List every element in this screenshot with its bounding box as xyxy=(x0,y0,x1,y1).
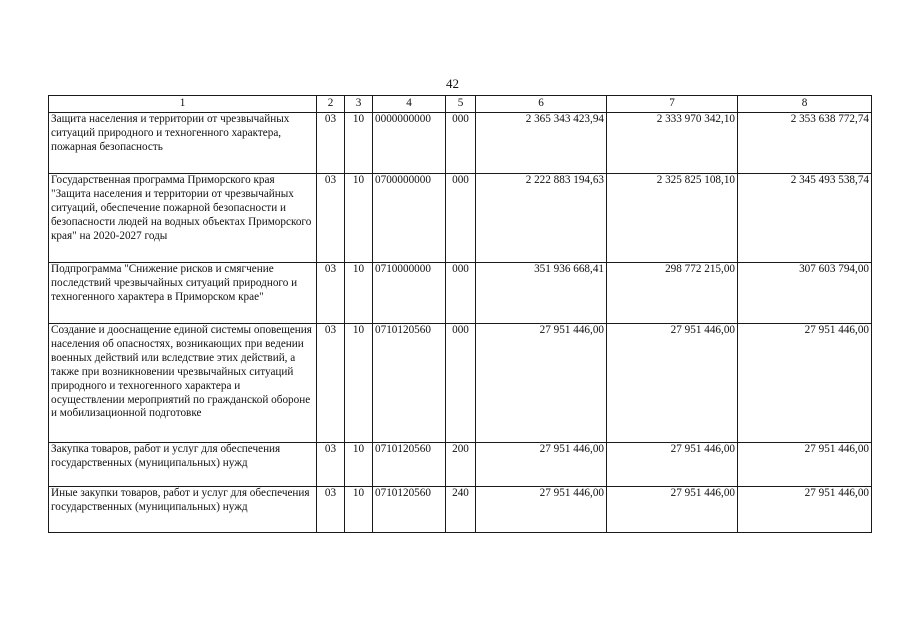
row-section: 03 xyxy=(317,174,345,263)
row-target-article: 0700000000 xyxy=(373,174,446,263)
table-row xyxy=(49,174,872,263)
row-amount-year-1: 27 951 446,00 xyxy=(476,487,607,533)
table-row xyxy=(49,487,872,533)
table-row xyxy=(49,324,872,443)
header-cell-7: 7 xyxy=(607,96,738,113)
row-amount-year-2: 27 951 446,00 xyxy=(607,443,738,487)
row-subsection: 10 xyxy=(345,263,373,324)
row-amount-year-2: 27 951 446,00 xyxy=(607,324,738,443)
header-cell-8: 8 xyxy=(738,96,872,113)
page-number: 42 xyxy=(446,76,459,91)
row-amount-year-3: 307 603 794,00 xyxy=(738,263,872,324)
row-amount-year-3: 27 951 446,00 xyxy=(738,487,872,533)
row-section: 03 xyxy=(317,263,345,324)
row-name: Создание и дооснащение единой системы оповещения населения об опасностях, возникающих при ведении военных действий или вследствие этих действий, а также при возникновении чрезвычайных ситуаций природного и техногенного характера и осуществлении мероприятий по гражданской обороне и мобилизационной подготовке xyxy=(49,324,317,443)
table-row xyxy=(49,263,872,324)
row-section: 03 xyxy=(317,113,345,174)
budget-table xyxy=(48,95,872,533)
row-name: Государственная программа Приморского края "Защита населения и территории от чрезвычайных ситуаций, обеспечение пожарной безопасности и безопасности людей на водных объектах Приморского края" на 2020-2027 годы xyxy=(49,174,317,263)
row-amount-year-3: 2 345 493 538,74 xyxy=(738,174,872,263)
row-name: Иные закупки товаров, работ и услуг для обеспечения государственных (муниципальных) нужд xyxy=(49,487,317,533)
row-subsection: 10 xyxy=(345,113,373,174)
row-target-article: 0710120560 xyxy=(373,443,446,487)
row-section: 03 xyxy=(317,324,345,443)
row-amount-year-1: 2 222 883 194,63 xyxy=(476,174,607,263)
table-row xyxy=(49,113,872,174)
row-subsection: 10 xyxy=(345,487,373,533)
header-cell-3: 3 xyxy=(345,96,373,113)
row-expense-type: 000 xyxy=(446,263,476,324)
row-target-article: 0000000000 xyxy=(373,113,446,174)
row-amount-year-1: 351 936 668,41 xyxy=(476,263,607,324)
row-name: Закупка товаров, работ и услуг для обеспечения государственных (муниципальных) нужд xyxy=(49,443,317,487)
row-amount-year-2: 2 333 970 342,10 xyxy=(607,113,738,174)
row-expense-type: 000 xyxy=(446,174,476,263)
row-subsection: 10 xyxy=(345,324,373,443)
row-amount-year-1: 2 365 343 423,94 xyxy=(476,113,607,174)
row-amount-year-2: 298 772 215,00 xyxy=(607,263,738,324)
header-cell-1: 1 xyxy=(49,96,317,113)
row-expense-type: 240 xyxy=(446,487,476,533)
row-section: 03 xyxy=(317,487,345,533)
table-row xyxy=(49,443,872,487)
row-name: Защита населения и территории от чрезвычайных ситуаций природного и техногенного характера, пожарная безопасность xyxy=(49,113,317,174)
row-amount-year-1: 27 951 446,00 xyxy=(476,324,607,443)
row-target-article: 0710120560 xyxy=(373,487,446,533)
header-cell-5: 5 xyxy=(446,96,476,113)
row-amount-year-3: 27 951 446,00 xyxy=(738,324,872,443)
row-amount-year-2: 2 325 825 108,10 xyxy=(607,174,738,263)
row-target-article: 0710000000 xyxy=(373,263,446,324)
row-amount-year-3: 2 353 638 772,74 xyxy=(738,113,872,174)
row-name: Подпрограмма "Снижение рисков и смягчение последствий чрезвычайных ситуаций природного и техногенного характера в Приморском крае" xyxy=(49,263,317,324)
header-row xyxy=(49,96,872,113)
row-section: 03 xyxy=(317,443,345,487)
header-cell-2: 2 xyxy=(317,96,345,113)
header-cell-6: 6 xyxy=(476,96,607,113)
row-amount-year-1: 27 951 446,00 xyxy=(476,443,607,487)
row-expense-type: 200 xyxy=(446,443,476,487)
row-subsection: 10 xyxy=(345,443,373,487)
header-cell-4: 4 xyxy=(373,96,446,113)
row-amount-year-3: 27 951 446,00 xyxy=(738,443,872,487)
row-target-article: 0710120560 xyxy=(373,324,446,443)
row-subsection: 10 xyxy=(345,174,373,263)
row-amount-year-2: 27 951 446,00 xyxy=(607,487,738,533)
row-expense-type: 000 xyxy=(446,113,476,174)
row-expense-type: 000 xyxy=(446,324,476,443)
